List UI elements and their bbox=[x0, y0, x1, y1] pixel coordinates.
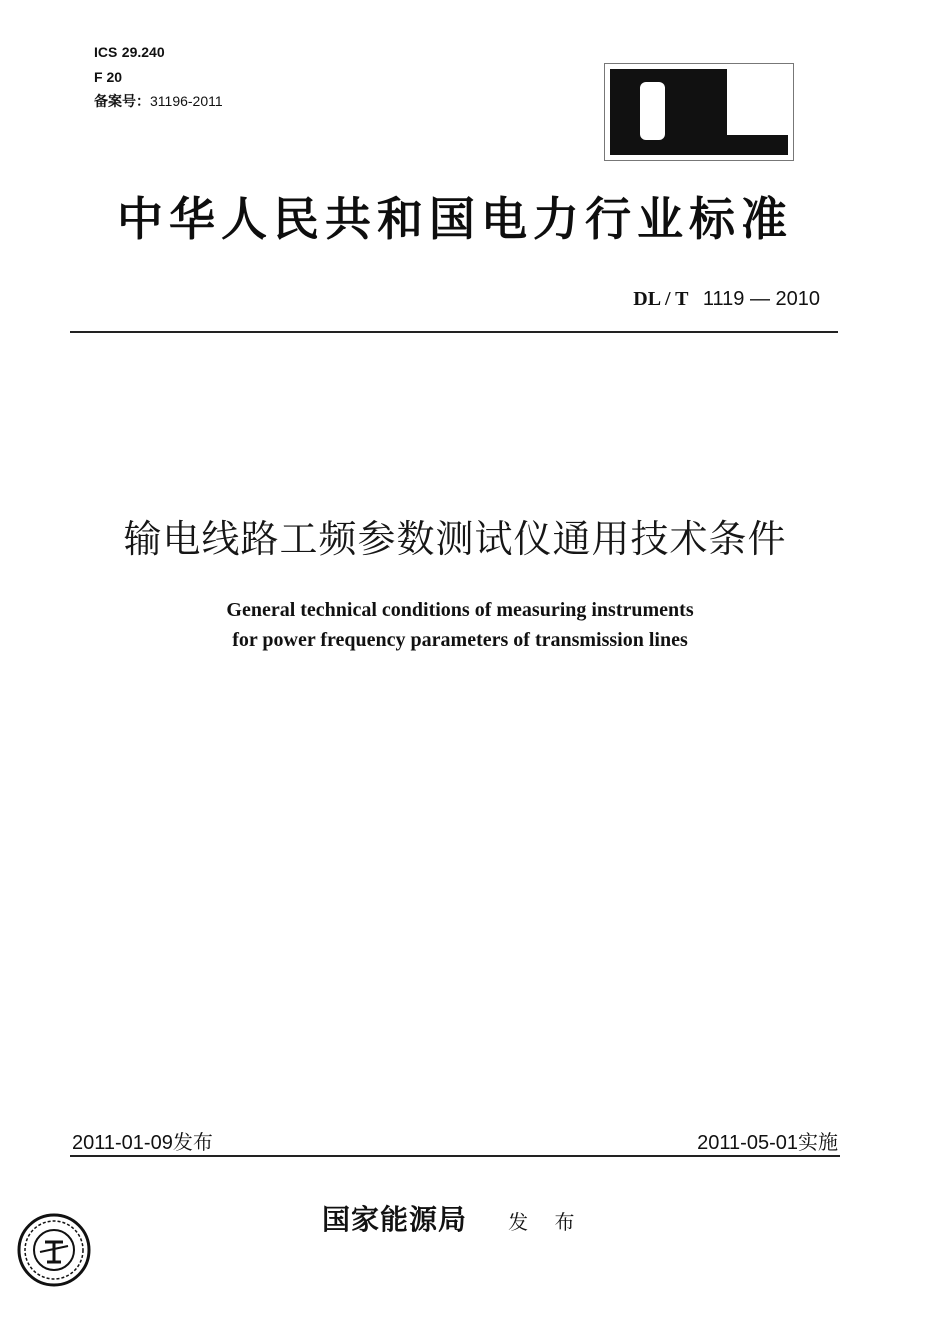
standard-code: DL / T bbox=[633, 288, 689, 310]
filing-line bbox=[94, 89, 223, 114]
dl-logo bbox=[604, 63, 794, 161]
bottom-divider bbox=[70, 1155, 840, 1157]
publisher-verb: 发 布 bbox=[508, 1210, 585, 1234]
release-date bbox=[72, 1126, 213, 1155]
release-label: 发布 bbox=[172, 1130, 213, 1154]
release-date-value: 2011-01-09 bbox=[72, 1132, 173, 1154]
ics-prefix: ICS bbox=[94, 44, 118, 60]
filing-label: 备案号： bbox=[94, 94, 150, 110]
document-title-en bbox=[80, 595, 840, 655]
en-title-line-2: for power frequency parameters of transmission lines bbox=[232, 629, 688, 651]
ics-line bbox=[94, 40, 223, 65]
standard-number bbox=[633, 286, 820, 311]
en-title-line-1: General technical conditions of measuring instruments bbox=[226, 599, 694, 621]
top-divider bbox=[70, 331, 838, 333]
classification-block bbox=[94, 40, 223, 114]
implement-date bbox=[697, 1126, 838, 1155]
ics-value: 29.240 bbox=[121, 44, 165, 60]
publisher-seal-icon bbox=[16, 1212, 92, 1288]
implement-label: 实施 bbox=[798, 1130, 838, 1154]
dl-logo-mark bbox=[605, 64, 793, 160]
standard-year: 1119 — 2010 bbox=[702, 288, 820, 310]
publisher-line bbox=[322, 1198, 584, 1238]
implement-date-value: 2011-05-01 bbox=[697, 1132, 798, 1154]
document-title-cn: 输电线路工频参数测试仪通用技术条件 bbox=[123, 517, 787, 561]
class-code: F 20 bbox=[94, 69, 123, 85]
filing-number: 31196-2011 bbox=[150, 93, 223, 109]
issuing-body-title: 中华人民共和国电力行业标准 bbox=[117, 192, 793, 246]
publisher-name: 国家能源局 bbox=[322, 1203, 468, 1236]
